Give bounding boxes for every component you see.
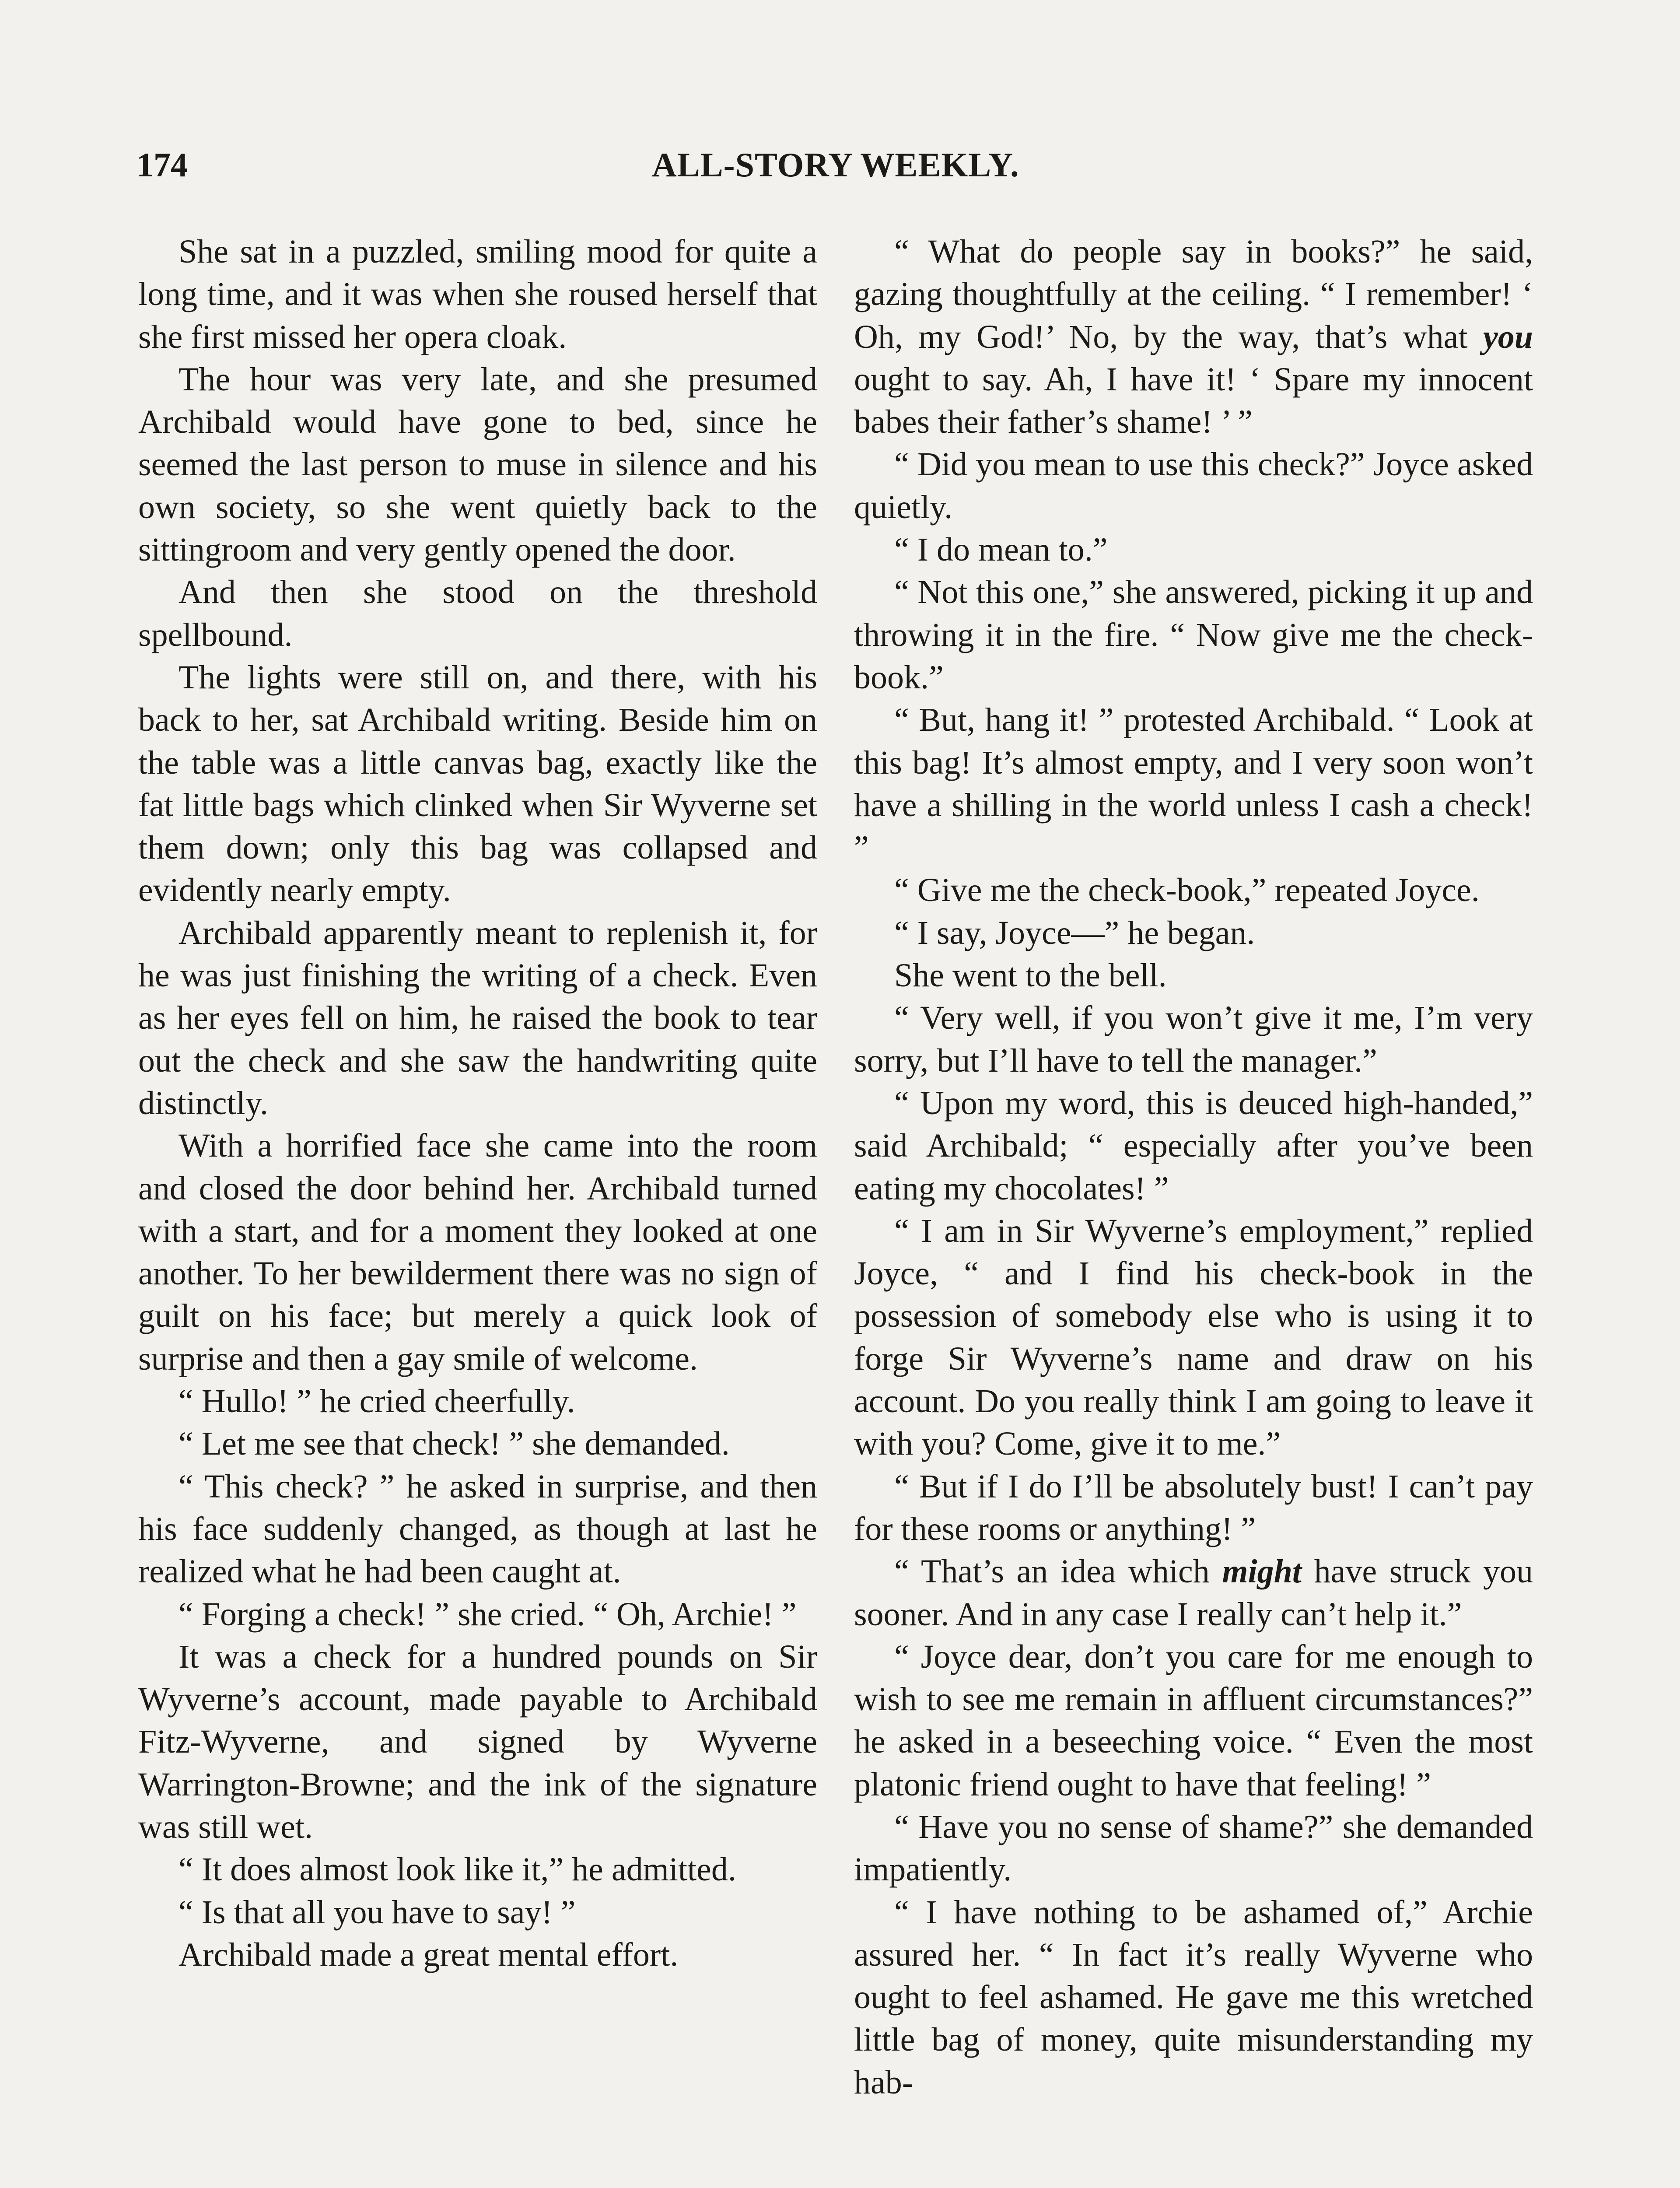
- paragraph: It was a check for a hundred pounds on Sir Wyverne’s account, made payable to Archibald Fitz-Wyverne, and signed by Wyverne Warrington-Browne; and the ink of the signature was still wet.: [138, 1638, 817, 1845]
- text-run: “ That’s an idea which: [894, 1553, 1210, 1590]
- paragraph: [854, 231, 1533, 443]
- paragraph: “ It does almost look like it,” he admitted.: [178, 1851, 736, 1888]
- page-number: 174: [136, 146, 188, 184]
- paragraph: “ I do mean to.”: [894, 531, 1108, 568]
- paragraph: “ Did you mean to use this check?” Joyce asked quietly.: [854, 446, 1533, 526]
- paragraph: “ I am in Sir Wyverne’s employment,” replied Joyce, “ and I find his check-book in the possession of somebody else who is using it to forge Sir Wyverne’s name and draw on his account. Do you really think I am going to leave it with you? Come, give it to me.”: [854, 1212, 1533, 1462]
- left-column: [138, 231, 817, 1976]
- right-column: [854, 231, 1533, 2104]
- paragraph: “ Have you no sense of shame?” she demanded impatiently.: [854, 1808, 1533, 1888]
- running-head: ALL-STORY WEEKLY.: [652, 146, 1019, 184]
- paragraph: “ But, hang it! ” protested Archibald. “ Look at this bag! It’s almost empty, and I very soon won’t have a shilling in the world unless I cash a check! ”: [854, 701, 1533, 866]
- paragraph: “ Very well, if you won’t give it me, I’m very sorry, but I’ll have to tell the manager.”: [854, 999, 1533, 1079]
- paragraph: She sat in a puzzled, smiling mood for quite a long time, and it was when she roused herself that she first missed her opera cloak.: [138, 233, 817, 355]
- paragraph: “ Is that all you have to say! ”: [178, 1893, 576, 1931]
- paragraph: The hour was very late, and she presumed Archibald would have gone to bed, since he seemed the last person to muse in silence and his own society, so she went quietly back to the sittingroom and very gently opened the door.: [138, 361, 817, 568]
- paragraph: “ Joyce dear, don’t you care for me enough to wish to see me remain in affluent circumstances?” he asked in a beseeching voice. “ Even the most platonic friend ought to have that feeling! ”: [854, 1638, 1533, 1803]
- paragraph: And then she stood on the threshold spellbound.: [138, 574, 817, 653]
- paragraph: “ Not this one,” she answered, picking it up and throwing it in the fire. “ Now give me the check-book.”: [854, 574, 1533, 696]
- paragraph: “ I say, Joyce—” he began.: [894, 914, 1255, 951]
- text-run: “ What do people say in books?” he said, gazing thoughtfully at the ceiling. “ I remember! ‘ Oh, my God!’ No, by the way, that’s what: [854, 233, 1533, 355]
- paragraph: “ Let me see that check! ” she demanded.: [178, 1425, 730, 1462]
- paragraph: “ Give me the check-book,” repeated Joyce.: [894, 872, 1480, 909]
- paragraph: Archibald apparently meant to replenish it, for he was just finishing the writing of a check. Even as her eyes fell on him, he raised the book to tear out the check and she saw the handwriting quite distinctly.: [138, 914, 817, 1122]
- text-run: ought to say. Ah, I have it! ‘ Spare my innocent babes their father’s shame! ’ ”: [854, 361, 1533, 441]
- paragraph: With a horrified face she came into the room and closed the door behind her. Archibald turned with a start, and for a moment they looked at one another. To her bewilderment there was no sign of guilt on his face; but merely a quick look of surprise and then a gay smile of welcome.: [138, 1127, 817, 1377]
- paragraph: “ I have nothing to be ashamed of,” Archie assured her. “ In fact it’s really Wyverne who ought to feel ashamed. He gave me this wretched little bag of money, quite misunderstanding my hab-: [854, 1893, 1533, 2101]
- paragraph: The lights were still on, and there, with his back to her, sat Archibald writing. Beside him on the table was a little canvas bag, exactly like the fat little bags which clinked when Sir Wyverne set them down; only this bag was collapsed and evidently nearly empty.: [138, 659, 817, 909]
- paragraph: [854, 1550, 1533, 1636]
- paragraph: “ Upon my word, this is deuced high-handed,” said Archibald; “ especially after you’ve been eating my chocolates! ”: [854, 1084, 1533, 1207]
- paragraph: Archibald made a great mental effort.: [178, 1936, 679, 1973]
- emphasis: you: [1483, 318, 1533, 355]
- emphasis: might: [1222, 1553, 1302, 1590]
- paragraph: “ Forging a check! ” she cried. “ Oh, Archie! ”: [178, 1595, 797, 1633]
- text-run: have struck you sooner. And in any case I really can’t help it.”: [854, 1553, 1533, 1633]
- paragraph: “ Hullo! ” he cried cheerfully.: [178, 1383, 575, 1420]
- paragraph: She went to the bell.: [894, 957, 1167, 994]
- paragraph: “ But if I do I’ll be absolutely bust! I can’t pay for these rooms or anything! ”: [854, 1468, 1533, 1547]
- paragraph: “ This check? ” he asked in surprise, and then his face suddenly changed, as though at last he realized what he had been caught at.: [138, 1468, 817, 1590]
